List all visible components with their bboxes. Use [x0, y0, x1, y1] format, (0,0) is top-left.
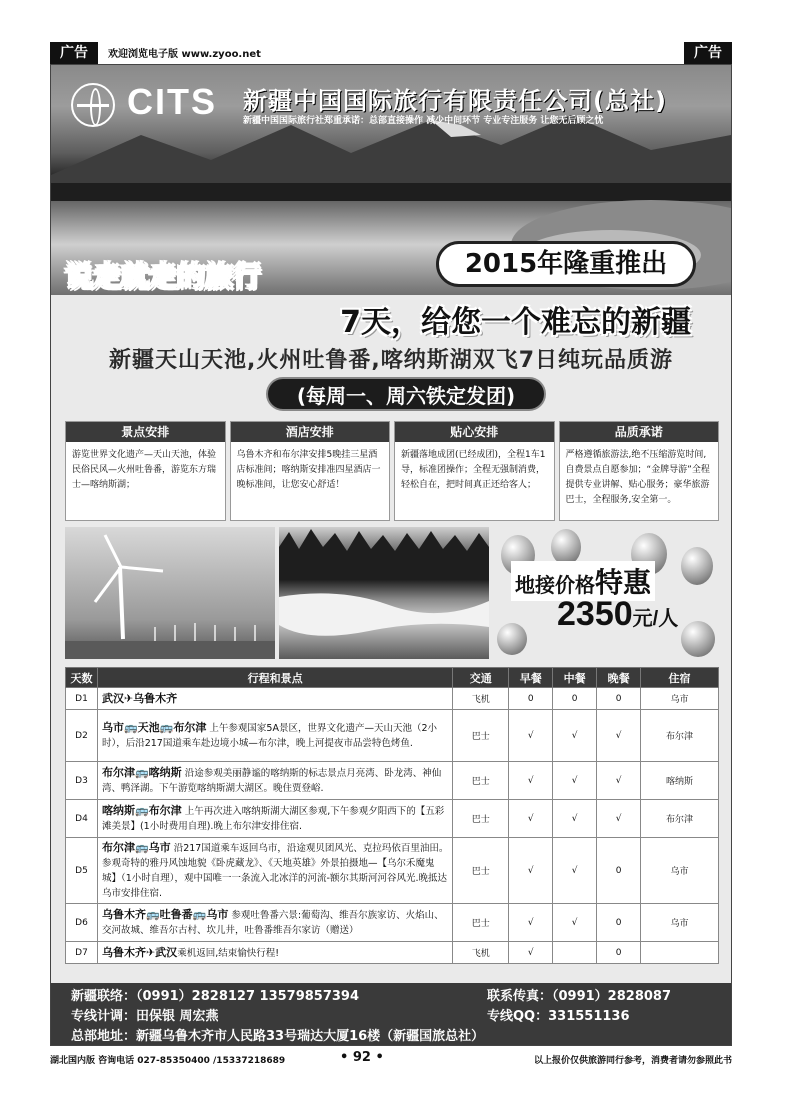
- day-cell: D6: [66, 904, 98, 942]
- col-stay: 住宿: [641, 668, 719, 688]
- dinner-cell: 0: [597, 904, 641, 942]
- route-title: 喀纳斯🚌布尔津: [101, 804, 182, 817]
- route-cell: [97, 942, 452, 964]
- route-title: 布尔津🚌乌市: [101, 841, 171, 854]
- route-cell: [97, 762, 452, 800]
- tagline: 说走就走的旅行: [65, 260, 262, 293]
- breakfast-cell: √: [509, 942, 553, 964]
- breakfast-cell: 0: [509, 688, 553, 710]
- contact-footer: [51, 983, 731, 1046]
- route-desc: 参观吐鲁番六景:葡萄沟、维吾尔族家访、火焰山、交河故城、维吾尔古村、坎儿井，吐鲁番维吾尔家访（赠送）: [101, 910, 444, 936]
- dinner-cell: 0: [597, 838, 641, 904]
- contact-planner: 专线计调：田保银 周宏燕: [71, 1009, 219, 1024]
- feature-quality: [559, 421, 720, 521]
- table-row: [66, 762, 719, 800]
- route-desc: 沿途参观美丽静谧的喀纳斯的标志景点月亮湾、卧龙湾、神仙湾、鸭泽湖。下午游览喀纳斯湖大湖区。晚住贾登峪.: [101, 768, 442, 794]
- company-name: 新疆中国国际旅行有限责任公司(总社): [243, 87, 667, 115]
- breakfast-cell: √: [509, 838, 553, 904]
- lunch-cell: √: [553, 904, 597, 942]
- transport-cell: 巴士: [453, 710, 509, 762]
- stay-cell: [641, 942, 719, 964]
- table-row: [66, 904, 719, 942]
- lunch-cell: [553, 942, 597, 964]
- col-breakfast: 早餐: [509, 668, 553, 688]
- page-number: • 92 •: [340, 1050, 384, 1065]
- stay-cell: 乌市: [641, 688, 719, 710]
- top-bar: [50, 42, 732, 64]
- table-header-row: [66, 668, 719, 688]
- feature-title: 酒店安排: [231, 422, 390, 442]
- route-title: 乌鲁木齐🚌吐鲁番🚌乌市: [101, 908, 229, 921]
- table-row: [66, 838, 719, 904]
- tour-subtitle: 新疆天山天池,火州吐鲁番,喀纳斯湖双飞7日纯玩品质游: [108, 348, 674, 373]
- transport-cell: 巴士: [453, 904, 509, 942]
- price-box: [491, 527, 721, 659]
- table-row: [66, 710, 719, 762]
- day-cell: D1: [66, 688, 98, 710]
- table-row: [66, 688, 719, 710]
- disclaimer: 以上报价仅供旅游同行参考，消费者请勿参照此书: [533, 1056, 732, 1066]
- route-cell: [97, 688, 452, 710]
- route-title: 武汉✈乌鲁木齐: [101, 691, 178, 705]
- route-desc: 上午再次进入喀纳斯湖大湖区参观,下午参观夕阳西下的【五彩滩美景】(1小时费用自理).晚上布尔津安排住宿.: [101, 806, 445, 832]
- route-desc: 上午参观国家5A景区，世界文化遗产—天山天池（2小时），后沿217国道乘车赴边境小城—布尔津，晚上河提夜市品尝特色烤鱼.: [101, 723, 437, 749]
- price-label-a: 地接价格: [515, 573, 595, 597]
- price-label-b: 特惠: [595, 566, 652, 599]
- feature-title: 贴心安排: [395, 422, 554, 442]
- stay-cell: 喀纳斯: [641, 762, 719, 800]
- route-cell: [97, 710, 452, 762]
- route-desc: 乘机返回,结束愉快行程!: [177, 947, 280, 959]
- breakfast-cell: √: [509, 904, 553, 942]
- stay-cell: 布尔津: [641, 800, 719, 838]
- hero-banner: [51, 65, 731, 295]
- breakfast-cell: √: [509, 762, 553, 800]
- transport-cell: 巴士: [453, 838, 509, 904]
- transport-cell: 飞机: [453, 942, 509, 964]
- edition-info: 湖北国内版 咨询电话 027-85350400 /15337218689: [50, 1056, 286, 1066]
- dinner-cell: √: [597, 800, 641, 838]
- lunch-cell: √: [553, 838, 597, 904]
- cits-logo: CITS: [127, 81, 218, 122]
- transport-cell: 巴士: [453, 800, 509, 838]
- day-cell: D3: [66, 762, 98, 800]
- col-day: 天数: [66, 668, 98, 688]
- launch-badge: 2015年隆重推出: [436, 241, 696, 287]
- route-cell: [97, 800, 452, 838]
- river-forest-photo: [279, 527, 489, 659]
- headline: 7天，给您一个难忘的新疆: [340, 305, 691, 340]
- features-panel: [65, 421, 719, 521]
- day-cell: D4: [66, 800, 98, 838]
- col-dinner: 晚餐: [597, 668, 641, 688]
- day-cell: D7: [66, 942, 98, 964]
- route-title: 乌市🚌天池🚌布尔津: [101, 721, 207, 734]
- day-cell: D5: [66, 838, 98, 904]
- table-row: [66, 800, 719, 838]
- feature-hotel: [230, 421, 391, 521]
- feature-body: 严格遵循旅游法,绝不压缩游览时间,自费景点自愿参加；“金牌导游”全程提供专业讲解、贴心服务；豪华旅游巴士，全程服务,安全第一。: [565, 450, 710, 505]
- company-slogan: 新疆中国国际旅行社郑重承诺：总部直接操作 减少中间环节 专业专注服务 让您无后顾之忧: [243, 116, 604, 126]
- contact-address: 总部地址：新疆乌鲁木齐市人民路33号瑞达大厦16楼（新疆国旅总社）: [71, 1029, 485, 1044]
- price-number: 2350: [557, 595, 633, 633]
- feature-body: 乌鲁木齐和布尔津安排5晚挂三星酒店标准间；喀纳斯安排准四星酒店一晚标准间，让您安心舒适！: [236, 450, 381, 490]
- lunch-cell: √: [553, 710, 597, 762]
- stay-cell: 布尔津: [641, 710, 719, 762]
- feature-title: 景点安排: [66, 422, 225, 442]
- dinner-cell: √: [597, 762, 641, 800]
- schedule-pill: (每周一、周六铁定发团): [266, 377, 546, 411]
- bottom-bar: [50, 1050, 732, 1070]
- itinerary-table: [65, 667, 719, 964]
- col-transport: 交通: [453, 668, 509, 688]
- col-route: 行程和景点: [97, 668, 452, 688]
- feature-care: [394, 421, 555, 521]
- dinner-cell: 0: [597, 688, 641, 710]
- col-lunch: 中餐: [553, 668, 597, 688]
- price-unit: 元/人: [632, 608, 679, 630]
- dinner-cell: √: [597, 710, 641, 762]
- day-cell: D2: [66, 710, 98, 762]
- poster: [50, 64, 732, 1046]
- stay-cell: 乌市: [641, 904, 719, 942]
- lunch-cell: √: [553, 762, 597, 800]
- lunch-cell: √: [553, 800, 597, 838]
- feature-body: 游览世界文化遗产—天山天池，体验民俗民风—火州吐鲁番，游览东方瑞士—喀纳斯湖；: [72, 450, 217, 490]
- dinner-cell: 0: [597, 942, 641, 964]
- route-title: 布尔津🚌喀纳斯: [101, 766, 182, 779]
- ad-tag-right: 广告: [684, 42, 732, 64]
- price-value: [557, 595, 678, 634]
- top-url: 欢迎浏览电子版 www.zyoo.net: [108, 49, 261, 60]
- ad-tag-left: 广告: [50, 42, 98, 64]
- wind-farm-photo: [65, 527, 275, 659]
- route-title: 乌鲁木齐✈武汉: [101, 945, 178, 959]
- route-cell: [97, 904, 452, 942]
- feature-sights: [65, 421, 226, 521]
- contact-fax: 联系传真：（0991）2828087: [487, 989, 671, 1004]
- stay-cell: 乌市: [641, 838, 719, 904]
- transport-cell: 巴士: [453, 762, 509, 800]
- transport-cell: 飞机: [453, 688, 509, 710]
- feature-title: 品质承诺: [560, 422, 719, 442]
- feature-body: 新疆落地成团(已经成团)，全程1车1导，标准团操作；全程无强制消费，轻松自在，把时间真正还给客人；: [401, 450, 546, 490]
- breakfast-cell: √: [509, 800, 553, 838]
- contact-phone: 新疆联络：（0991）2828127 13579857394: [71, 989, 360, 1004]
- breakfast-cell: √: [509, 710, 553, 762]
- cits-globe-icon: [71, 83, 115, 127]
- route-desc: 沿217国道乘车返回乌市，沿途观贝团风光、克拉玛依百里油田。参观奇特的雅丹风蚀地貌《卧虎藏龙》、《天地英雄》外景拍摄地—【乌尔禾魔鬼城】（1小时自理），观中国唯一一条流入北冰洋的河流-额尔其斯河河谷风光.晚抵达乌市安排住宿.: [101, 843, 449, 899]
- contact-qq: 专线QQ：331551136: [487, 1009, 630, 1024]
- table-row: [66, 942, 719, 964]
- lunch-cell: 0: [553, 688, 597, 710]
- route-cell: [97, 838, 452, 904]
